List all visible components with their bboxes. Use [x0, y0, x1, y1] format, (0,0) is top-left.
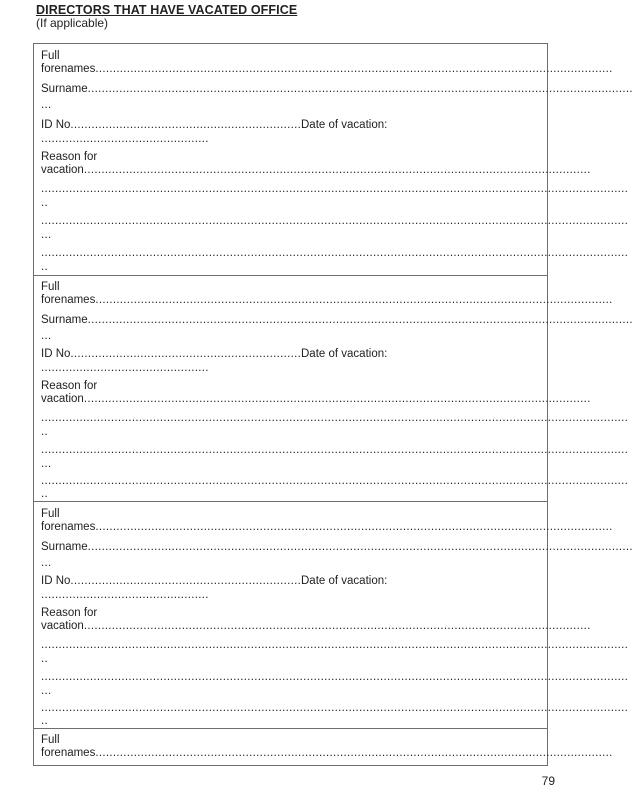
page-title: DIRECTORS THAT HAVE VACATED OFFICE	[36, 3, 298, 17]
surname-field[interactable]: ............................................................................................................................................................	[87, 541, 633, 553]
date-of-vacation-label: Date of vacation:	[301, 348, 388, 360]
reason-field-line-end: ..	[41, 653, 48, 665]
vacation-label: vacation	[41, 620, 84, 632]
reason-label: Reason for	[41, 607, 98, 619]
date-of-vacation-label: Date of vacation:	[301, 575, 388, 587]
reason-field-line[interactable]: ........................................................................................................................................................................	[41, 215, 629, 227]
id-label: ID No	[41, 119, 71, 131]
forenames-label: forenames	[41, 63, 96, 75]
vacation-label: vacation	[41, 393, 84, 405]
reason-label: Reason for	[41, 380, 98, 392]
surname-label: Surname	[41, 541, 88, 553]
forenames-field[interactable]: ....................................................................................................................................................	[95, 63, 613, 75]
reason-field-line-end: ..	[41, 488, 48, 500]
director-entry-2	[34, 276, 633, 502]
surname-field-continuation[interactable]: ...	[41, 330, 52, 342]
full-label: Full	[41, 508, 60, 520]
directors-vacated-form	[33, 43, 633, 766]
id-label: ID No	[41, 575, 71, 587]
id-field[interactable]: ...................................................................	[70, 119, 305, 131]
reason-field-line[interactable]: ........................................................................................................................................................................	[41, 247, 629, 259]
id-field[interactable]: ...................................................................	[70, 575, 305, 587]
reason-field-line[interactable]: ........................................................................................................................................................................	[41, 183, 629, 195]
date-of-vacation-field[interactable]: ................................................	[41, 589, 209, 601]
forenames-label: forenames	[41, 294, 96, 306]
reason-field-line-end: ...	[41, 458, 52, 470]
forenames-field[interactable]: ....................................................................................................................................................	[95, 521, 613, 533]
page-number: 79	[541, 774, 555, 788]
reason-field-line-end: ..	[41, 197, 48, 209]
reason-field[interactable]: .................................................................................................................................................	[83, 620, 591, 632]
reason-field-line[interactable]: ........................................................................................................................................................................	[41, 702, 629, 714]
id-field[interactable]: ...................................................................	[70, 348, 305, 360]
forenames-label: forenames	[41, 521, 96, 533]
reason-field[interactable]: .................................................................................................................................................	[83, 393, 591, 405]
vacation-label: vacation	[41, 164, 84, 176]
page-subtitle: (If applicable)	[36, 16, 109, 30]
full-label: Full	[41, 734, 60, 746]
reason-field-line[interactable]: ........................................................................................................................................................................	[41, 475, 629, 487]
surname-field-continuation[interactable]: ...	[41, 99, 52, 111]
surname-field[interactable]: ............................................................................................................................................................	[87, 83, 633, 95]
reason-field-line-end: ...	[41, 685, 52, 697]
full-label: Full	[41, 281, 60, 293]
surname-field-continuation[interactable]: ...	[41, 557, 52, 569]
reason-field-line-end: ..	[41, 715, 48, 727]
reason-field-line-end: ..	[41, 261, 48, 273]
surname-label: Surname	[41, 83, 88, 95]
date-of-vacation-label: Date of vacation:	[301, 119, 388, 131]
forenames-field[interactable]: ....................................................................................................................................................	[95, 294, 613, 306]
reason-field-line-end: ...	[41, 229, 52, 241]
id-label: ID No	[41, 348, 71, 360]
reason-label: Reason for	[41, 151, 98, 163]
reason-field-line[interactable]: ........................................................................................................................................................................	[41, 671, 629, 683]
forenames-label: forenames	[41, 747, 96, 759]
director-entry-3	[34, 502, 633, 729]
reason-field-line[interactable]: ........................................................................................................................................................................	[41, 444, 629, 456]
forenames-field[interactable]: ....................................................................................................................................................	[95, 747, 613, 759]
full-label: Full	[41, 50, 60, 62]
surname-label: Surname	[41, 314, 88, 326]
reason-field-line[interactable]: ........................................................................................................................................................................	[41, 412, 629, 424]
director-entry-4	[34, 729, 613, 765]
reason-field-line-end: ..	[41, 426, 48, 438]
reason-field[interactable]: .................................................................................................................................................	[83, 164, 591, 176]
reason-field-line[interactable]: ........................................................................................................................................................................	[41, 639, 629, 651]
date-of-vacation-field[interactable]: ................................................	[41, 133, 209, 145]
surname-field[interactable]: ............................................................................................................................................................	[87, 314, 633, 326]
date-of-vacation-field[interactable]: ................................................	[41, 362, 209, 374]
director-entry-1	[34, 44, 633, 276]
